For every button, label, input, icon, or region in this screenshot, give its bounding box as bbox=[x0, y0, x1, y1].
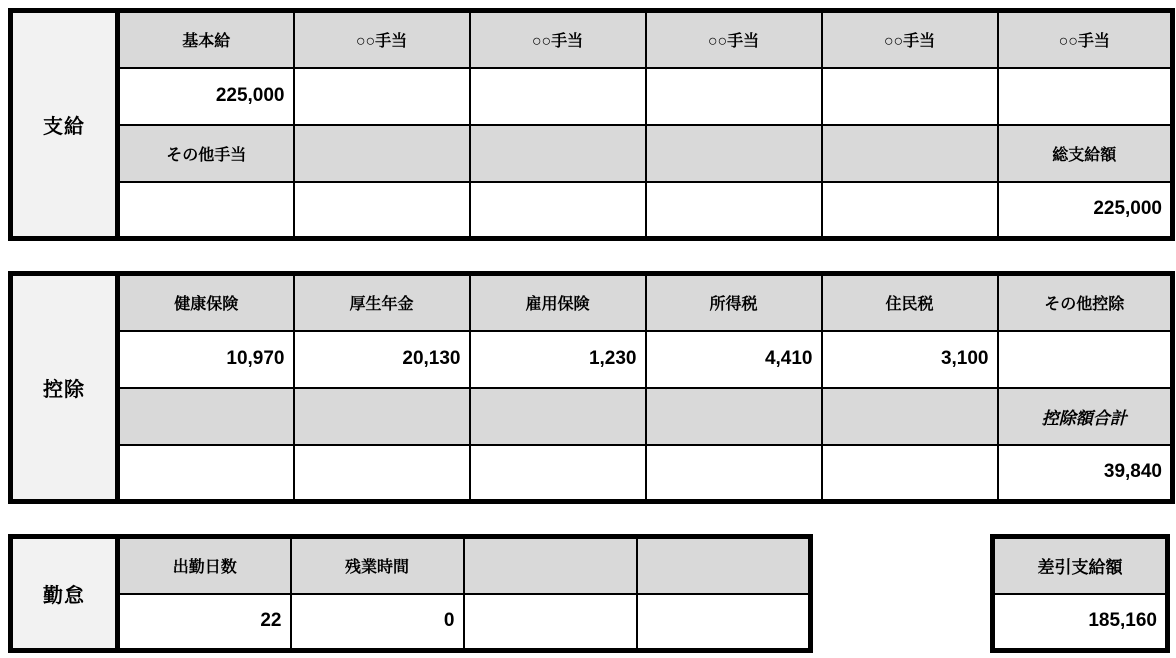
header-cell bbox=[294, 388, 470, 445]
value-cell bbox=[118, 445, 294, 502]
value-cell bbox=[294, 68, 470, 125]
header-cell-overtime-hours: 残業時間 bbox=[291, 537, 464, 594]
header-cell-employment-insurance: 雇用保険 bbox=[470, 274, 646, 331]
header-cell-income-tax: 所得税 bbox=[646, 274, 822, 331]
header-cell bbox=[464, 537, 637, 594]
payment-section-label: 支給 bbox=[11, 11, 118, 239]
header-cell-pension: 厚生年金 bbox=[294, 274, 470, 331]
value-cell bbox=[822, 182, 998, 239]
payment-table bbox=[8, 8, 1175, 241]
deduction-table bbox=[8, 271, 1175, 504]
value-cell bbox=[646, 182, 822, 239]
header-cell bbox=[470, 125, 646, 182]
value-cell-pension: 20,130 bbox=[294, 331, 470, 388]
value-cell-health-insurance: 10,970 bbox=[118, 331, 294, 388]
value-cell bbox=[822, 68, 998, 125]
value-cell bbox=[118, 182, 294, 239]
header-cell bbox=[822, 388, 998, 445]
header-cell bbox=[646, 388, 822, 445]
value-cell bbox=[294, 445, 470, 502]
header-cell-work-days: 出勤日数 bbox=[118, 537, 291, 594]
value-cell bbox=[637, 594, 811, 651]
header-cell: ○○手当 bbox=[822, 11, 998, 68]
value-cell bbox=[998, 68, 1173, 125]
header-cell-other-allowance: その他手当 bbox=[118, 125, 294, 182]
value-cell-work-days: 22 bbox=[118, 594, 291, 651]
header-cell bbox=[294, 125, 470, 182]
value-cell bbox=[470, 68, 646, 125]
deduction-section-label: 控除 bbox=[11, 274, 118, 502]
value-cell bbox=[646, 445, 822, 502]
value-cell-total-deduction: 39,840 bbox=[998, 445, 1173, 502]
header-cell-other-deduction: その他控除 bbox=[998, 274, 1173, 331]
value-cell-basic-salary: 225,000 bbox=[118, 68, 294, 125]
value-cell bbox=[470, 182, 646, 239]
value-cell-income-tax: 4,410 bbox=[646, 331, 822, 388]
header-cell bbox=[470, 388, 646, 445]
header-cell: ○○手当 bbox=[294, 11, 470, 68]
header-cell bbox=[637, 537, 811, 594]
header-cell: ○○手当 bbox=[998, 11, 1173, 68]
value-cell-total-payment: 225,000 bbox=[998, 182, 1173, 239]
value-cell bbox=[998, 331, 1173, 388]
value-cell-net-pay: 185,160 bbox=[993, 594, 1168, 651]
value-cell bbox=[464, 594, 637, 651]
header-cell bbox=[118, 388, 294, 445]
value-cell-overtime-hours: 0 bbox=[291, 594, 464, 651]
header-cell bbox=[822, 125, 998, 182]
header-cell: ○○手当 bbox=[646, 11, 822, 68]
header-cell-total-deduction: 控除額合計 bbox=[998, 388, 1173, 445]
header-cell-health-insurance: 健康保険 bbox=[118, 274, 294, 331]
attendance-section-label: 勤怠 bbox=[11, 537, 118, 651]
header-cell: ○○手当 bbox=[470, 11, 646, 68]
value-cell bbox=[294, 182, 470, 239]
header-cell-total-payment: 総支給額 bbox=[998, 125, 1173, 182]
value-cell-resident-tax: 3,100 bbox=[822, 331, 998, 388]
header-cell-resident-tax: 住民税 bbox=[822, 274, 998, 331]
section-gap bbox=[8, 241, 1170, 271]
bottom-row bbox=[8, 534, 1170, 653]
attendance-table bbox=[8, 534, 813, 653]
value-cell bbox=[470, 445, 646, 502]
value-cell bbox=[646, 68, 822, 125]
header-cell: 基本給 bbox=[118, 11, 294, 68]
header-cell-net-pay: 差引支給額 bbox=[993, 537, 1168, 594]
net-pay-box bbox=[990, 534, 1170, 653]
section-gap bbox=[8, 504, 1170, 534]
value-cell-employment-insurance: 1,230 bbox=[470, 331, 646, 388]
value-cell bbox=[822, 445, 998, 502]
header-cell bbox=[646, 125, 822, 182]
